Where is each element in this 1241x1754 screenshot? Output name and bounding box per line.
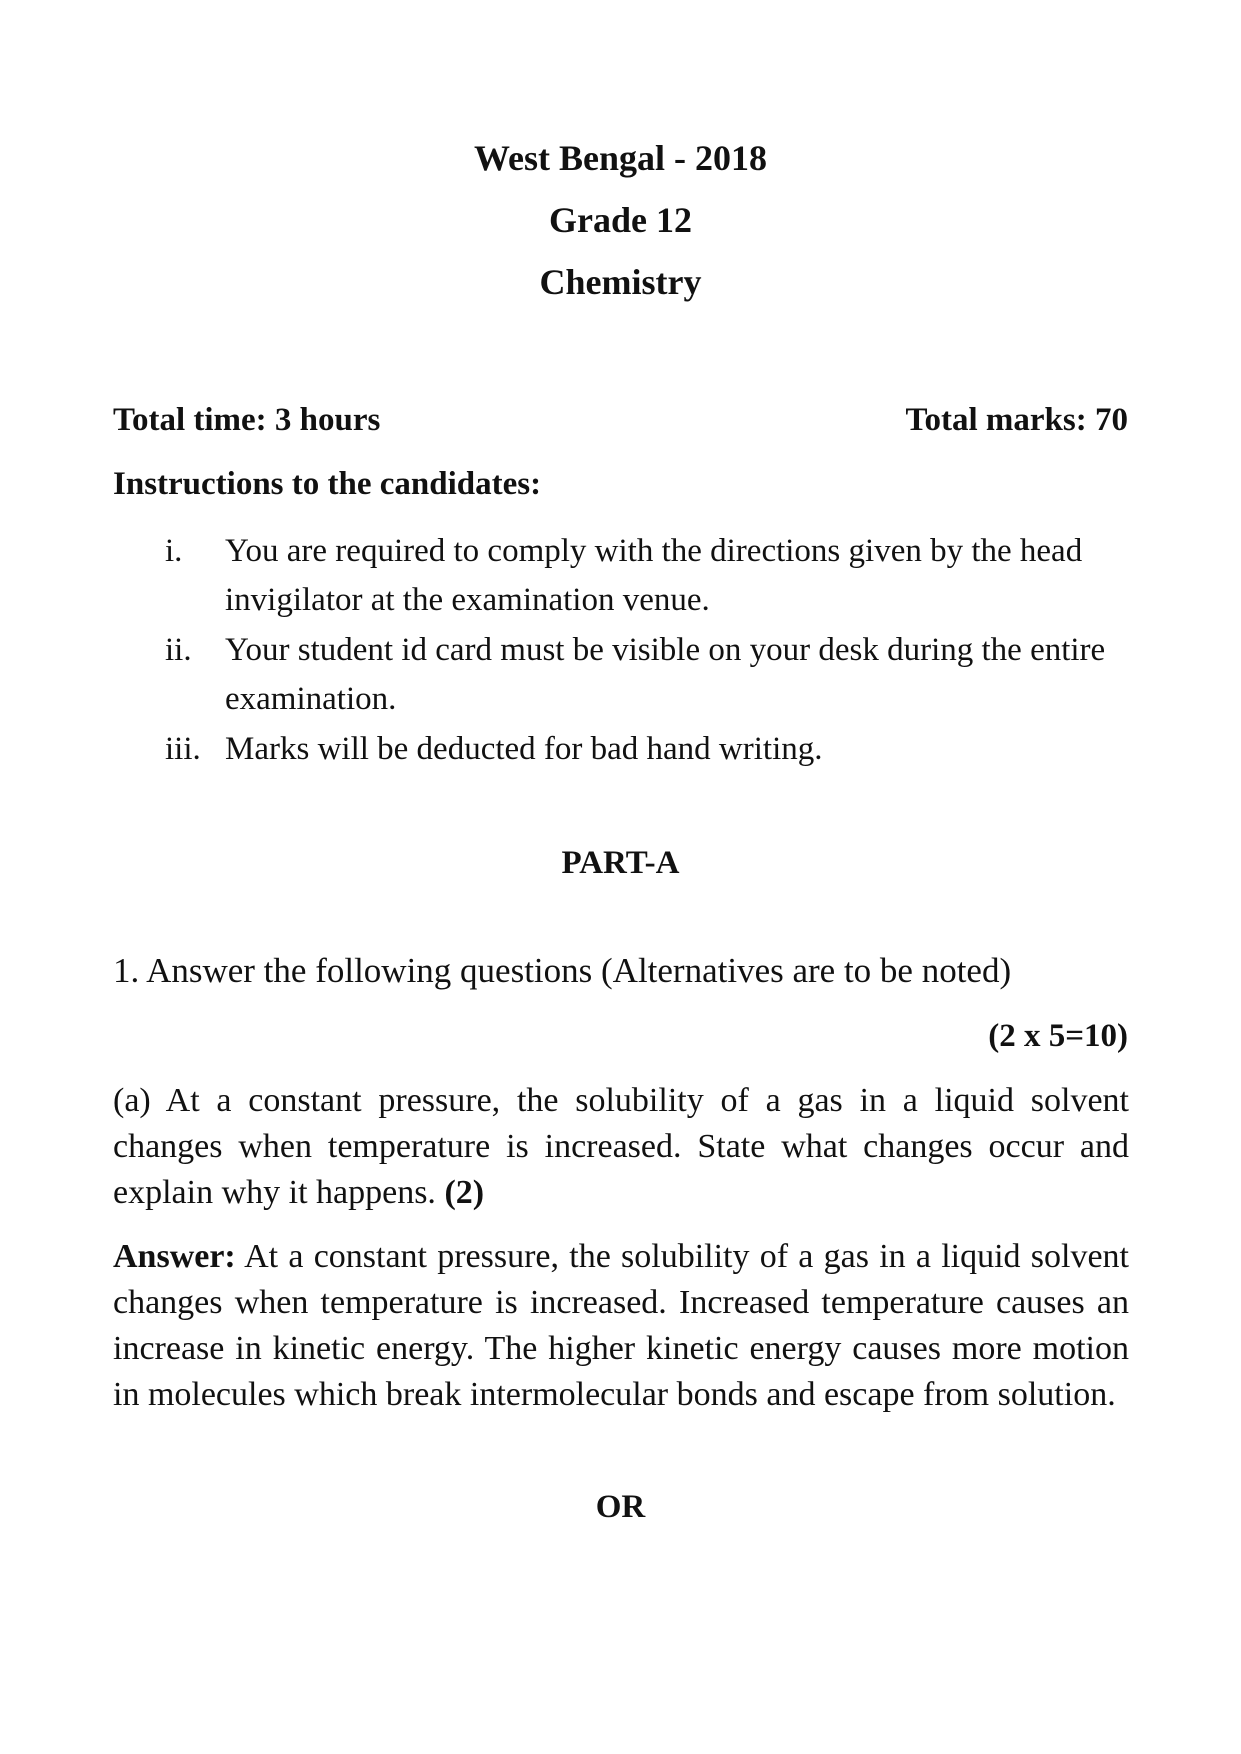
instruction-text: Marks will be deducted for bad hand writing. — [225, 731, 823, 767]
answer-label: Answer: — [113, 1238, 236, 1275]
question-marks: (2 x 5=10) — [988, 1018, 1128, 1054]
instruction-text: You are required to comply with the directions given by the head invigilator at the examination venue. — [225, 533, 1083, 618]
question-a-text: (a) At a constant pressure, the solubility of a gas in a liquid solvent changes when temperature is increased. State what changes occur and explain why it happens. — [113, 1082, 1129, 1211]
subject-title: Chemistry — [539, 262, 702, 302]
instruction-item — [113, 725, 1129, 774]
total-marks: Total marks: 70 — [905, 402, 1128, 438]
question-a — [113, 1078, 1129, 1216]
instructions-list — [113, 527, 1129, 775]
total-time: Total time: 3 hours — [113, 402, 381, 438]
instruction-item — [113, 626, 1129, 724]
instruction-item — [113, 527, 1129, 625]
or-separator: OR — [595, 1489, 646, 1525]
grade-title: Grade 12 — [549, 200, 692, 240]
answer-a — [113, 1234, 1129, 1418]
part-heading: PART-A — [561, 845, 680, 881]
instruction-number: iii. — [165, 731, 201, 767]
answer-text: At a constant pressure, the solubility of a gas in a liquid solvent changes when temperature is increased. Increased temperature causes an increase in kinetic energy. The higher kinetic energy causes more motion in molecules which break intermolecular bonds and escape from solution. — [113, 1238, 1129, 1413]
instruction-number: ii. — [165, 632, 192, 668]
exam-board-title: West Bengal - 2018 — [474, 138, 767, 178]
instruction-text: Your student id card must be visible on your desk during the entire examination. — [225, 632, 1106, 717]
instructions-heading: Instructions to the candidates: — [113, 466, 542, 502]
question-a-marks: (2) — [444, 1174, 485, 1211]
instruction-number: i. — [165, 533, 183, 569]
question-intro: 1. Answer the following questions (Alternatives are to be noted) — [113, 951, 1012, 990]
